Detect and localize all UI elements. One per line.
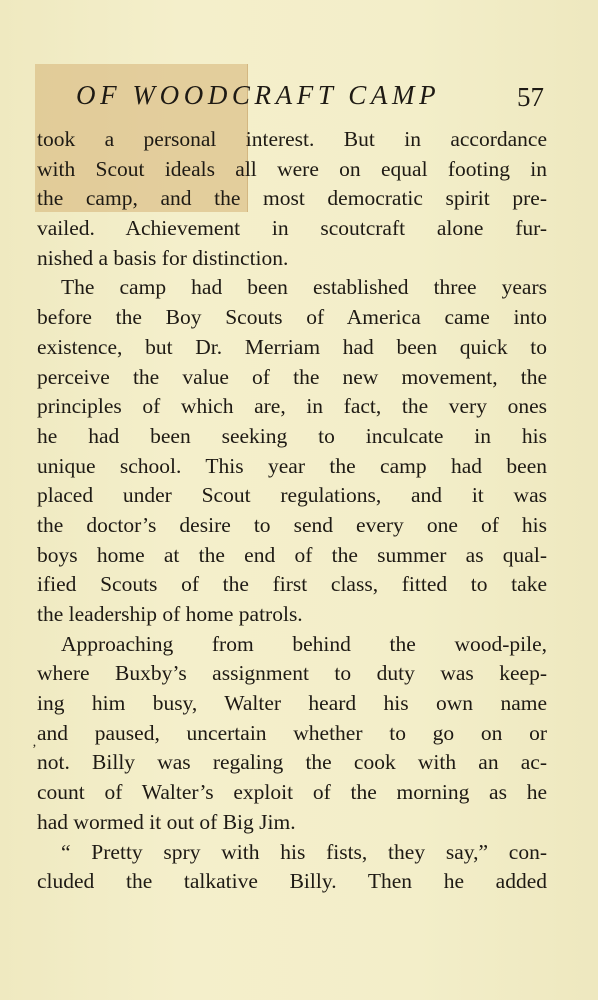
text-line: boys home at the end of the summer as qual-	[37, 542, 547, 567]
text-line: perceive the value of the new movement, the	[37, 364, 547, 389]
page-number: 57	[517, 82, 544, 112]
text-line: Approaching from behind the wood-pile,	[61, 631, 547, 656]
text-line: existence, but Dr. Merriam had been quick to	[37, 334, 547, 359]
text-line: vailed. Achievement in scoutcraft alone fur-	[37, 216, 547, 241]
text-line: not. Billy was regaling the cook with an ac-	[37, 750, 547, 775]
text-line: unique school. This year the camp had been	[37, 453, 547, 478]
body-text	[37, 125, 547, 897]
running-head	[76, 80, 546, 116]
text-line: the camp, and the most democratic spirit pre-	[37, 186, 547, 211]
text-line: cluded the talkative Billy. Then he added	[37, 869, 547, 894]
text-line: the leadership of home patrols.	[37, 602, 303, 626]
text-line: the doctor’s desire to send every one of his	[37, 512, 547, 537]
text-line: principles of which are, in fact, the very ones	[37, 394, 547, 419]
text-line: had wormed it out of Big Jim.	[37, 809, 296, 834]
text-line: count of Walter’s exploit of the morning as he	[37, 780, 547, 805]
text-line: and paused, uncertain whether to go on or	[37, 720, 547, 745]
running-head-title: OF WOODCRAFT CAMP	[76, 80, 441, 110]
text-line: ified Scouts of the first class, fitted to take	[37, 572, 547, 597]
text-line: where Buxby’s assignment to duty was keep-	[37, 661, 547, 686]
text-line: The camp had been established three years	[61, 275, 547, 300]
margin-mark: ‚	[32, 735, 37, 750]
text-line: placed under Scout regulations, and it was	[37, 483, 547, 508]
text-line: “ Pretty spry with his fists, they say,” con-	[61, 839, 547, 864]
text-line: with Scout ideals all were on equal footing in	[37, 156, 547, 181]
text-line: before the Boy Scouts of America came into	[37, 305, 547, 330]
text-line: took a personal interest. But in accordance	[37, 127, 547, 151]
text-line: nished a basis for distinction.	[37, 245, 289, 270]
text-line: he had been seeking to inculcate in his	[37, 423, 547, 448]
text-line: ing him busy, Walter heard his own name	[37, 691, 547, 716]
